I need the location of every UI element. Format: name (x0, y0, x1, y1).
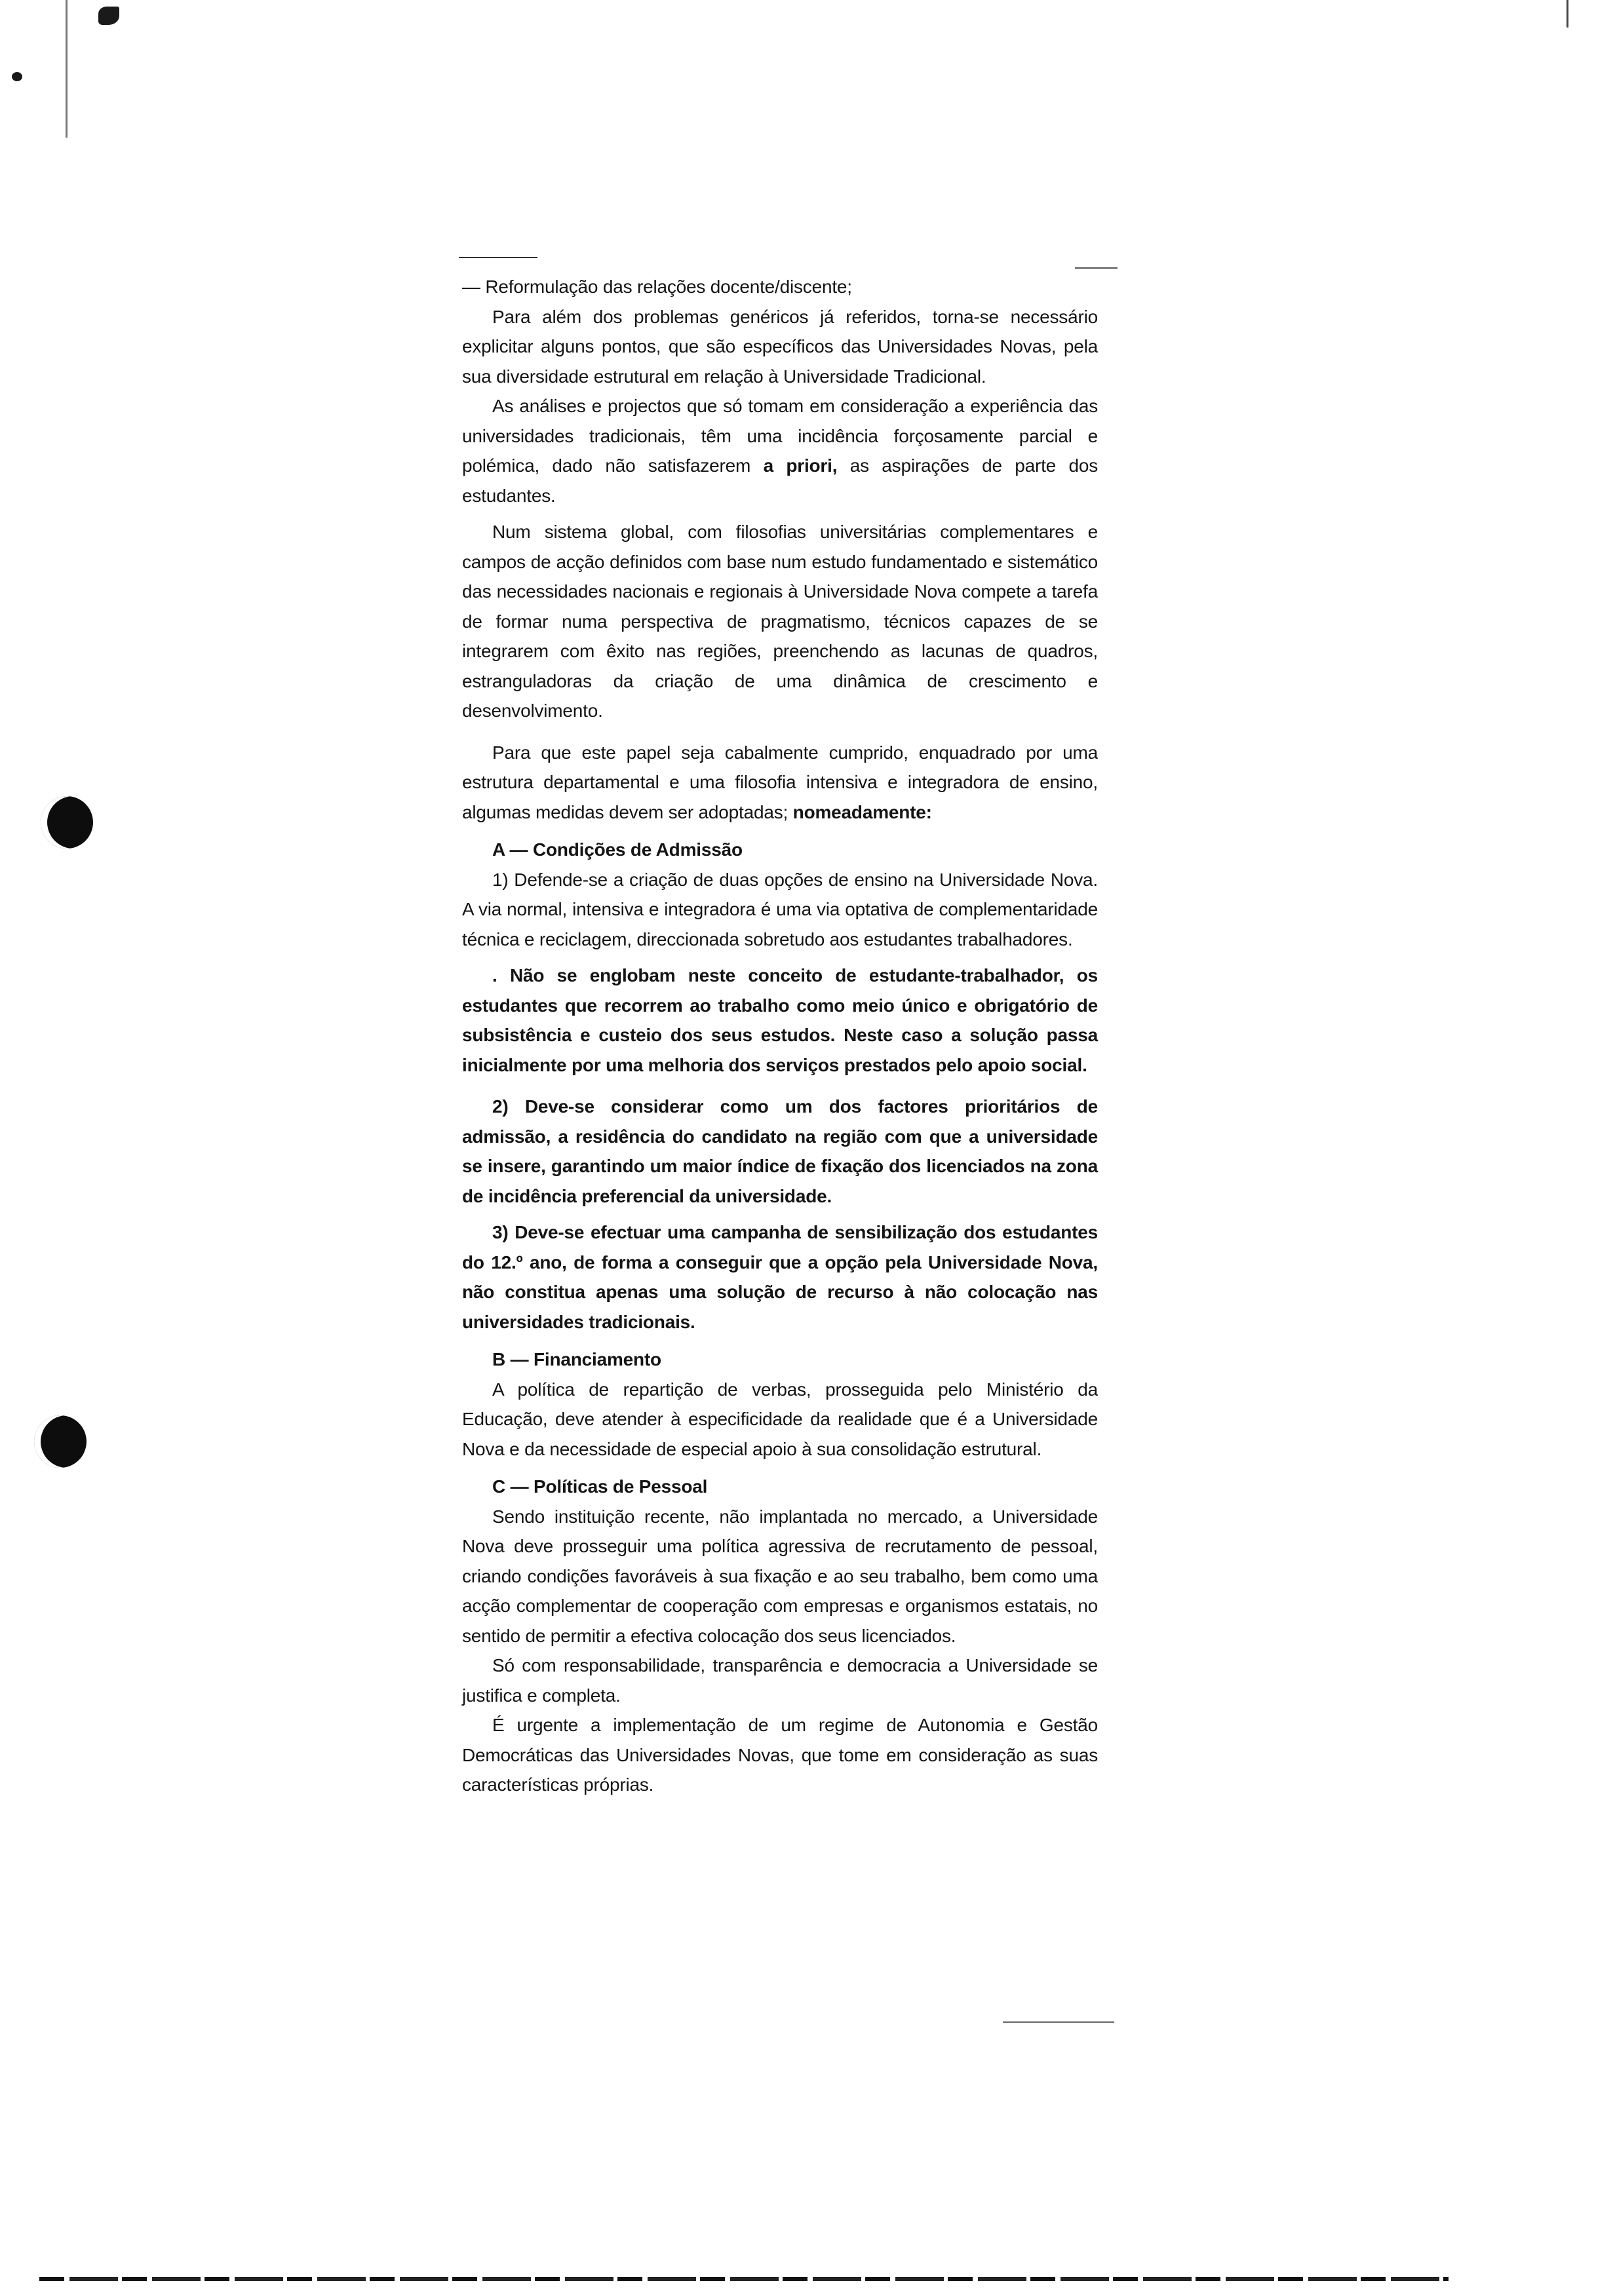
punch-hole-upper (41, 796, 93, 849)
intro-p2-bold: a priori, (763, 455, 838, 476)
scan-bottom-edge (39, 2277, 1449, 2281)
section-b-heading: B — Financiamento (492, 1349, 661, 1369)
section-c-paragraph-1: Sendo instituição recente, não implantada no mercado, a Universidade Nova deve prosseguir uma política agressiva de recrutamento de pessoal, criando condições favoráveis à sua fixação e ao seu trabalho, bem como uma acção complementar de cooperação com empresas e organismos estatais, no sentido de permitir a efectiva colocação dos seus licenciados. (462, 1506, 1098, 1646)
intro-p4-start: Para que este papel seja cabalmente cumprido, enquadrado por uma estrutura departamental e uma filosofia intensiva e integradora de ensino, algumas medidas devem ser adoptadas; (462, 742, 1098, 822)
intro-paragraph-1: Para além dos problemas genéricos já referidos, torna-se necessário explicitar alguns pontos, que são específicos das Universidades Novas, pela sua diversidade estrutural em relação à Universidade Tradicional. (462, 306, 1098, 387)
section-c-heading: C — Políticas de Pessoal (492, 1476, 708, 1497)
item-reform: — Reformulação das relações docente/discente; (462, 277, 852, 297)
section-c-paragraph-3: É urgente a implementação de um regime de Autonomia e Gestão Democráticas das Universidades Novas, que tome em consideração as suas características próprias. (462, 1715, 1098, 1795)
scan-mark-top-left (98, 7, 119, 25)
document-body (462, 272, 1098, 1800)
intro-p2-start: As análises e projectos que só tomam em consideração a experiência das universidades tradicionais, têm uma incidência forçosamente parcial e polémica, dado não satisfazerem (462, 396, 1098, 476)
intro-p4-bold: nomeadamente: (792, 801, 932, 822)
intro-paragraph-2 (462, 391, 1098, 510)
intro-paragraph-4 (462, 738, 1098, 828)
section-a-paragraph-2: . Não se englobam neste conceito de estudante-trabalhador, os estudantes que recorrem ao trabalho como meio único e obrigatório de subsistência e custeio dos seus estudos. Neste caso a solução passa inicialmente por uma melhoria dos serviços prestados pelo apoio social. (462, 965, 1098, 1075)
intro-p2-end: as aspirações de parte dos estudantes. (462, 455, 1098, 506)
scan-mark-margin-line (66, 0, 68, 138)
punch-hole-lower (34, 1415, 87, 1468)
section-a-paragraph-1: 1) Defende-se a criação de duas opções de ensino na Universidade Nova. A via normal, intensiva e integradora é uma via optativa de complementaridade técnica e reciclagem, direccionada sobretudo aos estudantes trabalhadores. (462, 869, 1098, 949)
section-c-paragraph-2: Só com responsabilidade, transparência e democracia a Universidade se justifica e completa. (462, 1655, 1098, 1706)
bottom-rule (1003, 2021, 1114, 2023)
section-a-heading: A — Condições de Admissão (492, 839, 743, 860)
intro-paragraph-3: Num sistema global, com filosofias universitárias complementares e campos de acção definidos com base num estudo fundamentado e sistemático das necessidades nacionais e regionais à Universidade Nova compete a tarefa de formar numa perspectiva de pragmatismo, técnicos capazes de se integrarem com êxito nas regiões, preenchendo as lacunas de quadros, estranguladoras da criação de uma dinâmica de crescimento e desenvolvimento. (462, 522, 1098, 721)
scan-mark-left-dot (12, 72, 22, 81)
section-b-paragraph-1: A política de repartição de verbas, prosseguida pelo Ministério da Educação, deve atender à especificidade da realidade que é a Universidade Nova e da necessidade de especial apoio à sua consolidação estrutural. (462, 1379, 1098, 1459)
scan-mark-top-right (1566, 0, 1568, 28)
top-rule-right (1075, 267, 1118, 269)
section-a-paragraph-4: 3) Deve-se efectuar uma campanha de sensibilização dos estudantes do 12.º ano, de forma a conseguir que a opção pela Universidade Nova, não constitua apenas uma solução de recurso à não colocação nas universidades tradicionais. (462, 1222, 1098, 1332)
section-a-paragraph-3: 2) Deve-se considerar como um dos factores prioritários de admissão, a residência do candidato na região com que a universidade se insere, garantindo um maior índice de fixação dos licenciados na zona de incidência preferencial da universidade. (462, 1096, 1098, 1206)
top-rule (459, 257, 537, 258)
